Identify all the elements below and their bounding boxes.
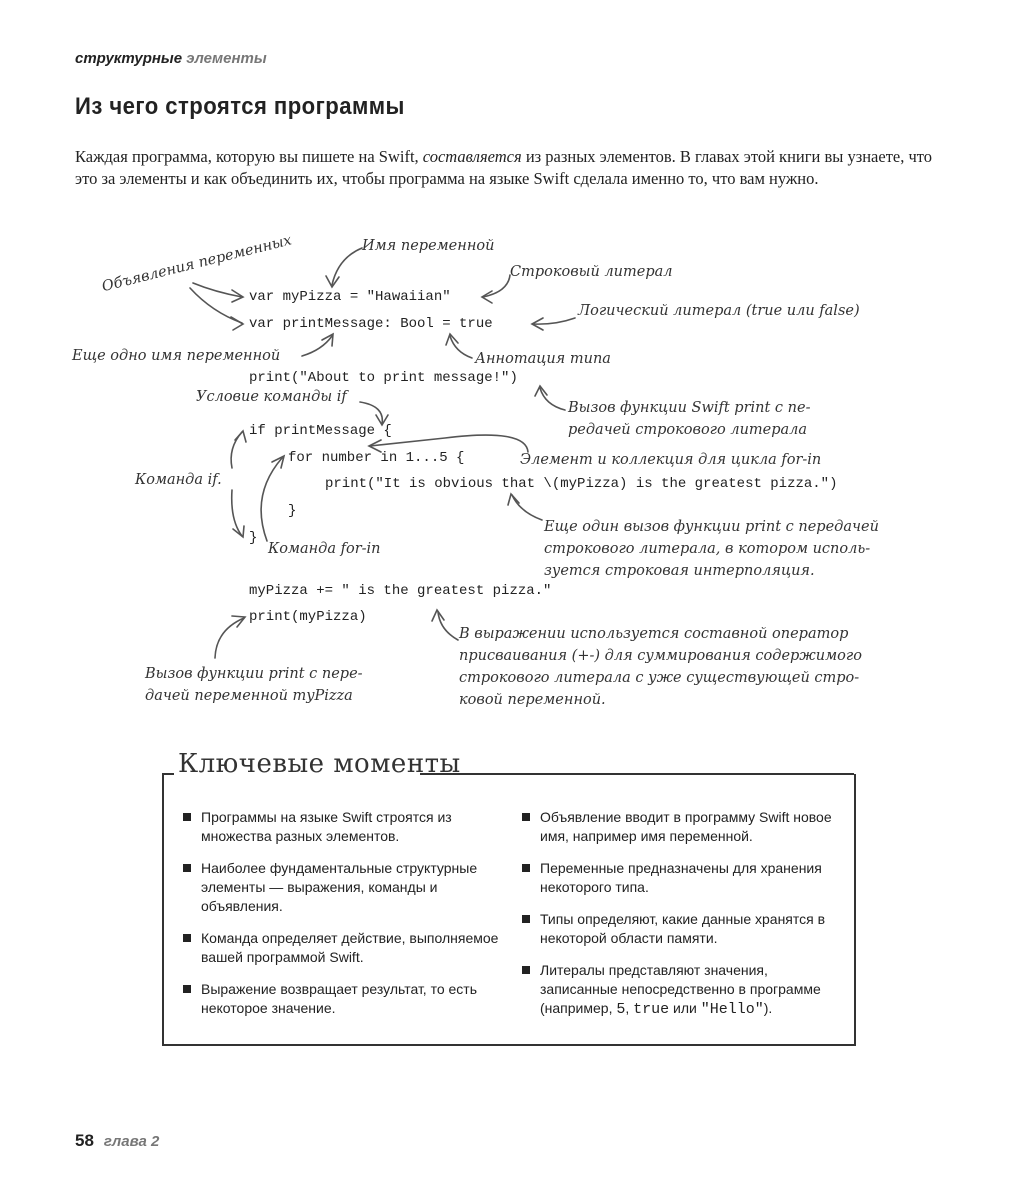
header-bold: структурные: [75, 50, 183, 67]
key-points-border-left: [162, 773, 174, 775]
key-point-item: Команда определяет действие, выполняемое вашей программой Swift.: [183, 929, 501, 967]
key-point-item: Объявление вводит в программу Swift новое имя, например имя переменной.: [522, 808, 840, 846]
key-point-literals: [522, 961, 840, 1019]
chapter-label: глава 2: [103, 1133, 160, 1150]
literals-text: Литералы представляют значения, записанные непосредственно в программе (например,: [540, 962, 821, 1016]
code-line-1: var myPizza = "Hawaiian": [249, 289, 451, 305]
arrow-var-decl-1: [193, 283, 242, 297]
code-line-5: for number in 1...5 {: [288, 450, 465, 466]
header-light: элементы: [186, 50, 267, 67]
code-line-8: }: [249, 530, 258, 546]
arrow-print-interp: [512, 495, 542, 520]
note-if-command: Команда if.: [135, 472, 222, 488]
literal-example-string: "Hello": [700, 1001, 764, 1018]
key-point-item: Программы на языке Swift строятся из множества разных элементов.: [183, 808, 501, 846]
code-line-10: print(myPizza): [249, 609, 367, 625]
arrow-for-in-element: [370, 435, 528, 452]
arrow-another-name: [302, 336, 332, 356]
literal-example-number: 5: [616, 1001, 626, 1018]
arrow-var-decl-2: [190, 288, 242, 323]
arrow-bool-literal: [533, 318, 575, 324]
arrow-type-annotation: [450, 336, 472, 358]
note-print-call: Вызов функции Swift print с пе- редачей строкового литерала: [568, 400, 811, 438]
note-if-condition: Условие команды if: [196, 389, 347, 405]
page-title: Из чего строятся программы: [75, 93, 405, 120]
intro-text-after: из разных элементов. В главах этой книги вы узнаете, что это за элементы и как объединить их, чтобы программа на языке Swift сделала именно то, что вам нужно.: [75, 147, 933, 188]
note-print-var: Вызов функции print с пере- дачей переменной myPizza: [145, 666, 363, 704]
arrow-string-literal-head: [482, 291, 492, 303]
literal-end: ).: [763, 1000, 773, 1016]
intro-text-before: Каждая программа, которую вы пишете на Swift,: [75, 147, 423, 166]
literal-sep-1: ,: [625, 1000, 634, 1016]
key-points-left-column: [183, 808, 501, 1031]
key-point-item: Выражение возвращает результат, то есть некоторое значение.: [183, 980, 501, 1018]
code-line-4: if printMessage {: [249, 423, 392, 439]
page-number: 58: [75, 1131, 94, 1150]
key-points-title: Ключевые моменты: [178, 749, 461, 779]
note-for-in-element: Элемент и коллекция для цикла for-in: [520, 452, 822, 468]
code-line-7: }: [288, 503, 297, 519]
intro-emphasis: составляется: [422, 147, 522, 166]
code-line-2: var printMessage: Bool = true: [249, 316, 493, 332]
code-line-9: myPizza += " is the greatest pizza.": [249, 583, 552, 599]
note-for-in-command: Команда for-in: [268, 541, 381, 557]
code-line-3: print("About to print message!"): [249, 370, 518, 386]
key-points-right-column: [522, 808, 840, 1032]
literal-sep-2: или: [669, 1000, 701, 1016]
note-type-annotation: Аннотация типа: [475, 351, 611, 367]
note-string-literal: Строковый литерал: [510, 264, 673, 280]
note-var-name: Имя переменной: [362, 238, 495, 254]
code-line-6: print("It is obvious that \(myPizza) is the greatest pizza."): [325, 476, 838, 492]
arrow-var-decl-2-head: [231, 317, 243, 330]
key-point-item: Переменные предназначены для хранения некоторого типа.: [522, 859, 840, 897]
note-print-interp: Еще один вызов функции print с передачей строкового литерала, в котором исполь- зуется строковая интерполяция.: [544, 519, 879, 579]
note-bool-literal: Логический литерал (true или false): [578, 303, 860, 319]
note-another-name: Еще одно имя переменной: [72, 348, 281, 364]
note-compound-op: В выражении используется составной оператор присваивания (+-) для суммирования содержимого строкового литерала с уже существующей стро- ковой переменной.: [459, 626, 862, 708]
key-points-border-right: [420, 773, 854, 775]
page-footer: [75, 1131, 159, 1151]
note-var-decl: Объявления переменных: [100, 232, 294, 296]
key-point-item: Типы определяют, какие данные хранятся в некоторой области памяти.: [522, 910, 840, 948]
arrow-for-in-command: [261, 458, 282, 541]
key-point-item: Наиболее фундаментальные структурные элементы — выражения, команды и объявления.: [183, 859, 501, 916]
literal-example-bool: true: [633, 1001, 670, 1018]
